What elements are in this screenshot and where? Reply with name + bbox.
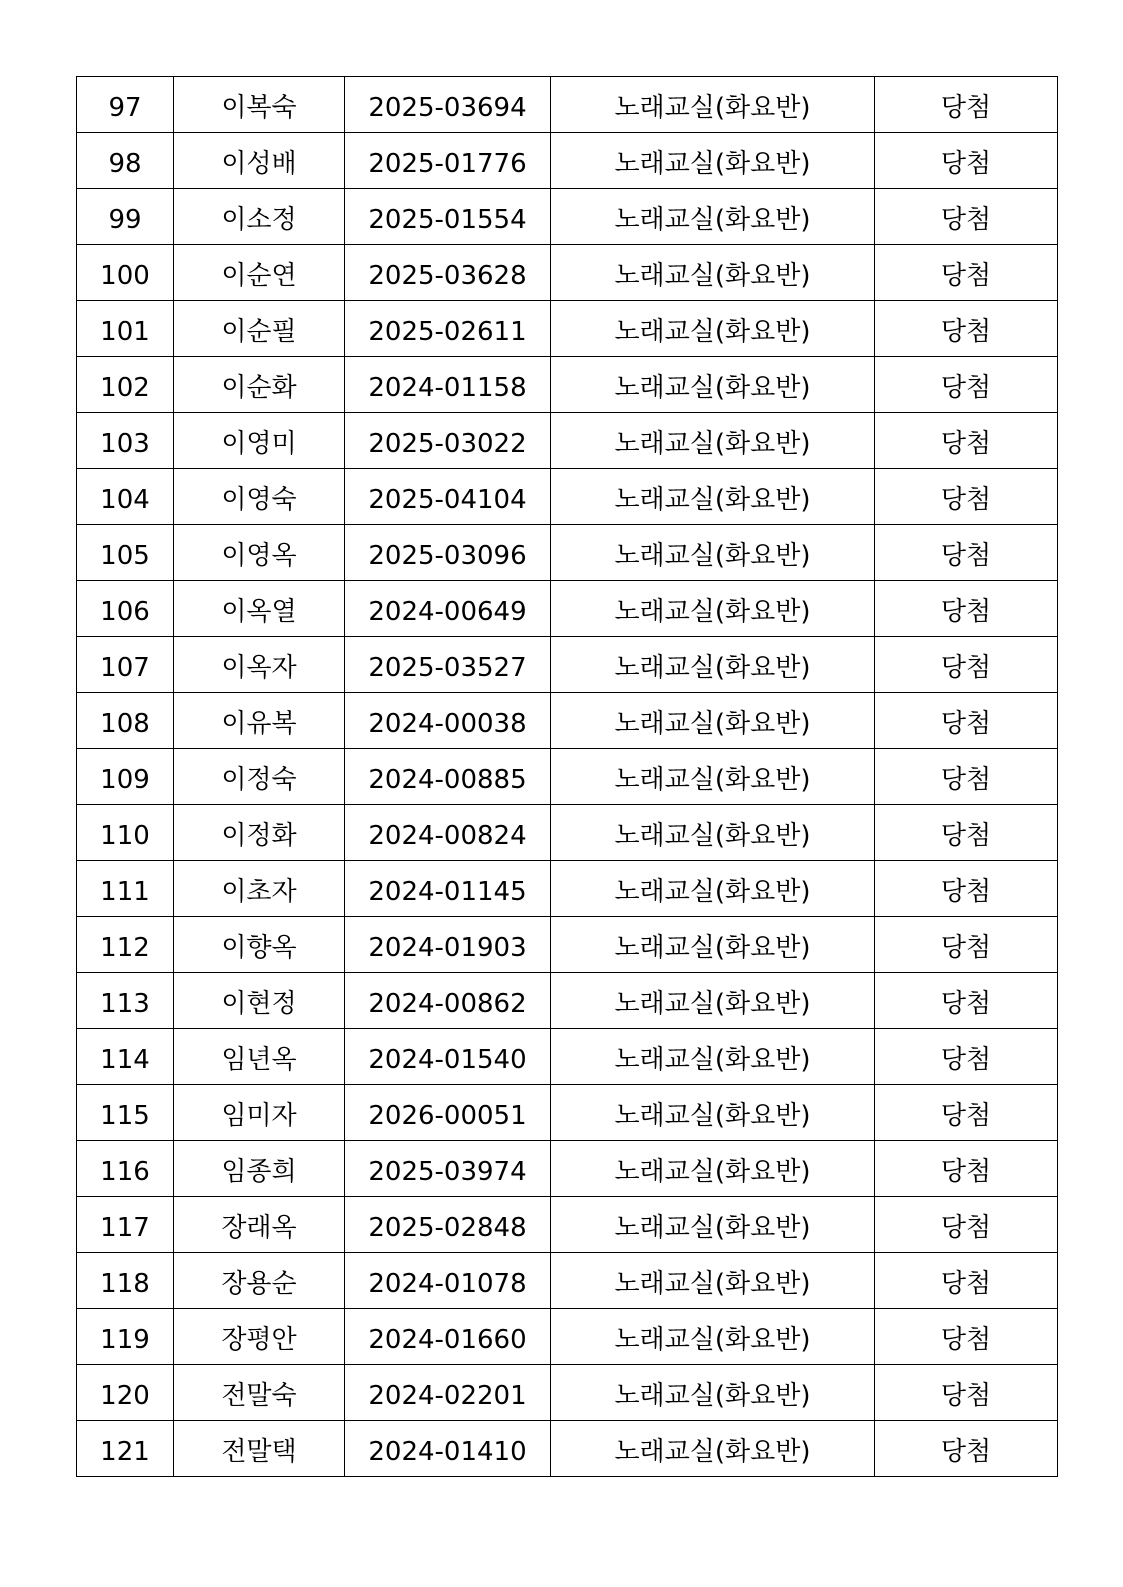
name-cell: 이옥자 xyxy=(174,637,345,693)
table-row xyxy=(77,133,1058,189)
row-number-cell: 113 xyxy=(77,973,174,1029)
class-name-cell: 노래교실(화요반) xyxy=(551,973,875,1029)
class-name-cell: 노래교실(화요반) xyxy=(551,1421,875,1477)
class-name-cell: 노래교실(화요반) xyxy=(551,1141,875,1197)
registration-number-cell: 2024-00649 xyxy=(345,581,551,637)
row-number-cell: 109 xyxy=(77,749,174,805)
table-row xyxy=(77,973,1058,1029)
registration-number-cell: 2024-01540 xyxy=(345,1029,551,1085)
class-name-cell: 노래교실(화요반) xyxy=(551,693,875,749)
result-cell: 당첨 xyxy=(875,1309,1058,1365)
registration-number-cell: 2024-00038 xyxy=(345,693,551,749)
result-cell: 당첨 xyxy=(875,581,1058,637)
row-number-cell: 110 xyxy=(77,805,174,861)
name-cell: 이향옥 xyxy=(174,917,345,973)
class-name-cell: 노래교실(화요반) xyxy=(551,861,875,917)
result-cell: 당첨 xyxy=(875,413,1058,469)
table-row xyxy=(77,805,1058,861)
row-number-cell: 116 xyxy=(77,1141,174,1197)
class-name-cell: 노래교실(화요반) xyxy=(551,749,875,805)
name-cell: 이복숙 xyxy=(174,77,345,133)
registration-number-cell: 2024-01410 xyxy=(345,1421,551,1477)
registration-number-cell: 2025-03974 xyxy=(345,1141,551,1197)
table-row xyxy=(77,1029,1058,1085)
class-name-cell: 노래교실(화요반) xyxy=(551,357,875,413)
row-number-cell: 97 xyxy=(77,77,174,133)
result-cell: 당첨 xyxy=(875,357,1058,413)
registration-number-cell: 2025-02611 xyxy=(345,301,551,357)
name-cell: 이유복 xyxy=(174,693,345,749)
class-name-cell: 노래교실(화요반) xyxy=(551,581,875,637)
class-name-cell: 노래교실(화요반) xyxy=(551,1197,875,1253)
table-row xyxy=(77,1421,1058,1477)
registration-number-cell: 2025-03022 xyxy=(345,413,551,469)
table-row xyxy=(77,469,1058,525)
row-number-cell: 107 xyxy=(77,637,174,693)
result-cell: 당첨 xyxy=(875,133,1058,189)
class-name-cell: 노래교실(화요반) xyxy=(551,805,875,861)
registration-number-cell: 2024-01158 xyxy=(345,357,551,413)
registration-number-cell: 2024-00824 xyxy=(345,805,551,861)
name-cell: 이순필 xyxy=(174,301,345,357)
name-cell: 이성배 xyxy=(174,133,345,189)
result-cell: 당첨 xyxy=(875,525,1058,581)
row-number-cell: 100 xyxy=(77,245,174,301)
result-cell: 당첨 xyxy=(875,917,1058,973)
row-number-cell: 118 xyxy=(77,1253,174,1309)
result-cell: 당첨 xyxy=(875,693,1058,749)
row-number-cell: 114 xyxy=(77,1029,174,1085)
row-number-cell: 120 xyxy=(77,1365,174,1421)
result-cell: 당첨 xyxy=(875,805,1058,861)
class-name-cell: 노래교실(화요반) xyxy=(551,133,875,189)
registration-number-cell: 2025-02848 xyxy=(345,1197,551,1253)
class-name-cell: 노래교실(화요반) xyxy=(551,301,875,357)
class-name-cell: 노래교실(화요반) xyxy=(551,77,875,133)
registration-number-cell: 2024-02201 xyxy=(345,1365,551,1421)
row-number-cell: 121 xyxy=(77,1421,174,1477)
name-cell: 임종희 xyxy=(174,1141,345,1197)
table-row xyxy=(77,77,1058,133)
name-cell: 이소정 xyxy=(174,189,345,245)
class-name-cell: 노래교실(화요반) xyxy=(551,189,875,245)
table-row xyxy=(77,637,1058,693)
lottery-result-table xyxy=(76,76,1058,1477)
name-cell: 임미자 xyxy=(174,1085,345,1141)
table-row xyxy=(77,413,1058,469)
name-cell: 이초자 xyxy=(174,861,345,917)
row-number-cell: 119 xyxy=(77,1309,174,1365)
result-cell: 당첨 xyxy=(875,245,1058,301)
class-name-cell: 노래교실(화요반) xyxy=(551,637,875,693)
result-cell: 당첨 xyxy=(875,77,1058,133)
table-row xyxy=(77,1141,1058,1197)
class-name-cell: 노래교실(화요반) xyxy=(551,1253,875,1309)
name-cell: 이현정 xyxy=(174,973,345,1029)
table-row xyxy=(77,749,1058,805)
result-cell: 당첨 xyxy=(875,1253,1058,1309)
name-cell: 이정숙 xyxy=(174,749,345,805)
registration-number-cell: 2025-04104 xyxy=(345,469,551,525)
name-cell: 장평안 xyxy=(174,1309,345,1365)
registration-number-cell: 2024-00862 xyxy=(345,973,551,1029)
name-cell: 이영미 xyxy=(174,413,345,469)
result-cell: 당첨 xyxy=(875,1029,1058,1085)
name-cell: 이정화 xyxy=(174,805,345,861)
registration-number-cell: 2025-01554 xyxy=(345,189,551,245)
table-row xyxy=(77,1253,1058,1309)
name-cell: 이순연 xyxy=(174,245,345,301)
table-row xyxy=(77,861,1058,917)
registration-number-cell: 2025-03628 xyxy=(345,245,551,301)
table-row xyxy=(77,1197,1058,1253)
row-number-cell: 106 xyxy=(77,581,174,637)
table-row xyxy=(77,1365,1058,1421)
registration-number-cell: 2024-01145 xyxy=(345,861,551,917)
class-name-cell: 노래교실(화요반) xyxy=(551,1309,875,1365)
name-cell: 장용순 xyxy=(174,1253,345,1309)
result-cell: 당첨 xyxy=(875,1085,1058,1141)
table-row xyxy=(77,525,1058,581)
result-cell: 당첨 xyxy=(875,1365,1058,1421)
row-number-cell: 115 xyxy=(77,1085,174,1141)
registration-number-cell: 2025-03527 xyxy=(345,637,551,693)
class-name-cell: 노래교실(화요반) xyxy=(551,525,875,581)
row-number-cell: 104 xyxy=(77,469,174,525)
registration-number-cell: 2024-01660 xyxy=(345,1309,551,1365)
row-number-cell: 108 xyxy=(77,693,174,749)
registration-number-cell: 2026-00051 xyxy=(345,1085,551,1141)
name-cell: 이영숙 xyxy=(174,469,345,525)
table-row xyxy=(77,1309,1058,1365)
result-cell: 당첨 xyxy=(875,973,1058,1029)
table-row xyxy=(77,189,1058,245)
row-number-cell: 102 xyxy=(77,357,174,413)
name-cell: 이영옥 xyxy=(174,525,345,581)
table-row xyxy=(77,1085,1058,1141)
row-number-cell: 98 xyxy=(77,133,174,189)
name-cell: 전말택 xyxy=(174,1421,345,1477)
result-cell: 당첨 xyxy=(875,1141,1058,1197)
table-row xyxy=(77,357,1058,413)
class-name-cell: 노래교실(화요반) xyxy=(551,1365,875,1421)
row-number-cell: 111 xyxy=(77,861,174,917)
name-cell: 이순화 xyxy=(174,357,345,413)
class-name-cell: 노래교실(화요반) xyxy=(551,917,875,973)
table-row xyxy=(77,581,1058,637)
class-name-cell: 노래교실(화요반) xyxy=(551,469,875,525)
result-cell: 당첨 xyxy=(875,749,1058,805)
table-row xyxy=(77,245,1058,301)
table-row xyxy=(77,693,1058,749)
row-number-cell: 112 xyxy=(77,917,174,973)
registration-number-cell: 2025-01776 xyxy=(345,133,551,189)
table-row xyxy=(77,917,1058,973)
name-cell: 임년옥 xyxy=(174,1029,345,1085)
class-name-cell: 노래교실(화요반) xyxy=(551,1029,875,1085)
row-number-cell: 117 xyxy=(77,1197,174,1253)
name-cell: 장래옥 xyxy=(174,1197,345,1253)
result-cell: 당첨 xyxy=(875,189,1058,245)
result-cell: 당첨 xyxy=(875,1421,1058,1477)
row-number-cell: 99 xyxy=(77,189,174,245)
row-number-cell: 105 xyxy=(77,525,174,581)
name-cell: 이옥열 xyxy=(174,581,345,637)
registration-number-cell: 2025-03694 xyxy=(345,77,551,133)
class-name-cell: 노래교실(화요반) xyxy=(551,413,875,469)
registration-number-cell: 2024-01903 xyxy=(345,917,551,973)
result-cell: 당첨 xyxy=(875,1197,1058,1253)
class-name-cell: 노래교실(화요반) xyxy=(551,245,875,301)
table-body xyxy=(77,77,1058,1477)
registration-number-cell: 2025-03096 xyxy=(345,525,551,581)
registration-number-cell: 2024-00885 xyxy=(345,749,551,805)
result-cell: 당첨 xyxy=(875,861,1058,917)
class-name-cell: 노래교실(화요반) xyxy=(551,1085,875,1141)
registration-number-cell: 2024-01078 xyxy=(345,1253,551,1309)
result-cell: 당첨 xyxy=(875,637,1058,693)
table-row xyxy=(77,301,1058,357)
row-number-cell: 101 xyxy=(77,301,174,357)
row-number-cell: 103 xyxy=(77,413,174,469)
result-cell: 당첨 xyxy=(875,301,1058,357)
name-cell: 전말숙 xyxy=(174,1365,345,1421)
result-cell: 당첨 xyxy=(875,469,1058,525)
